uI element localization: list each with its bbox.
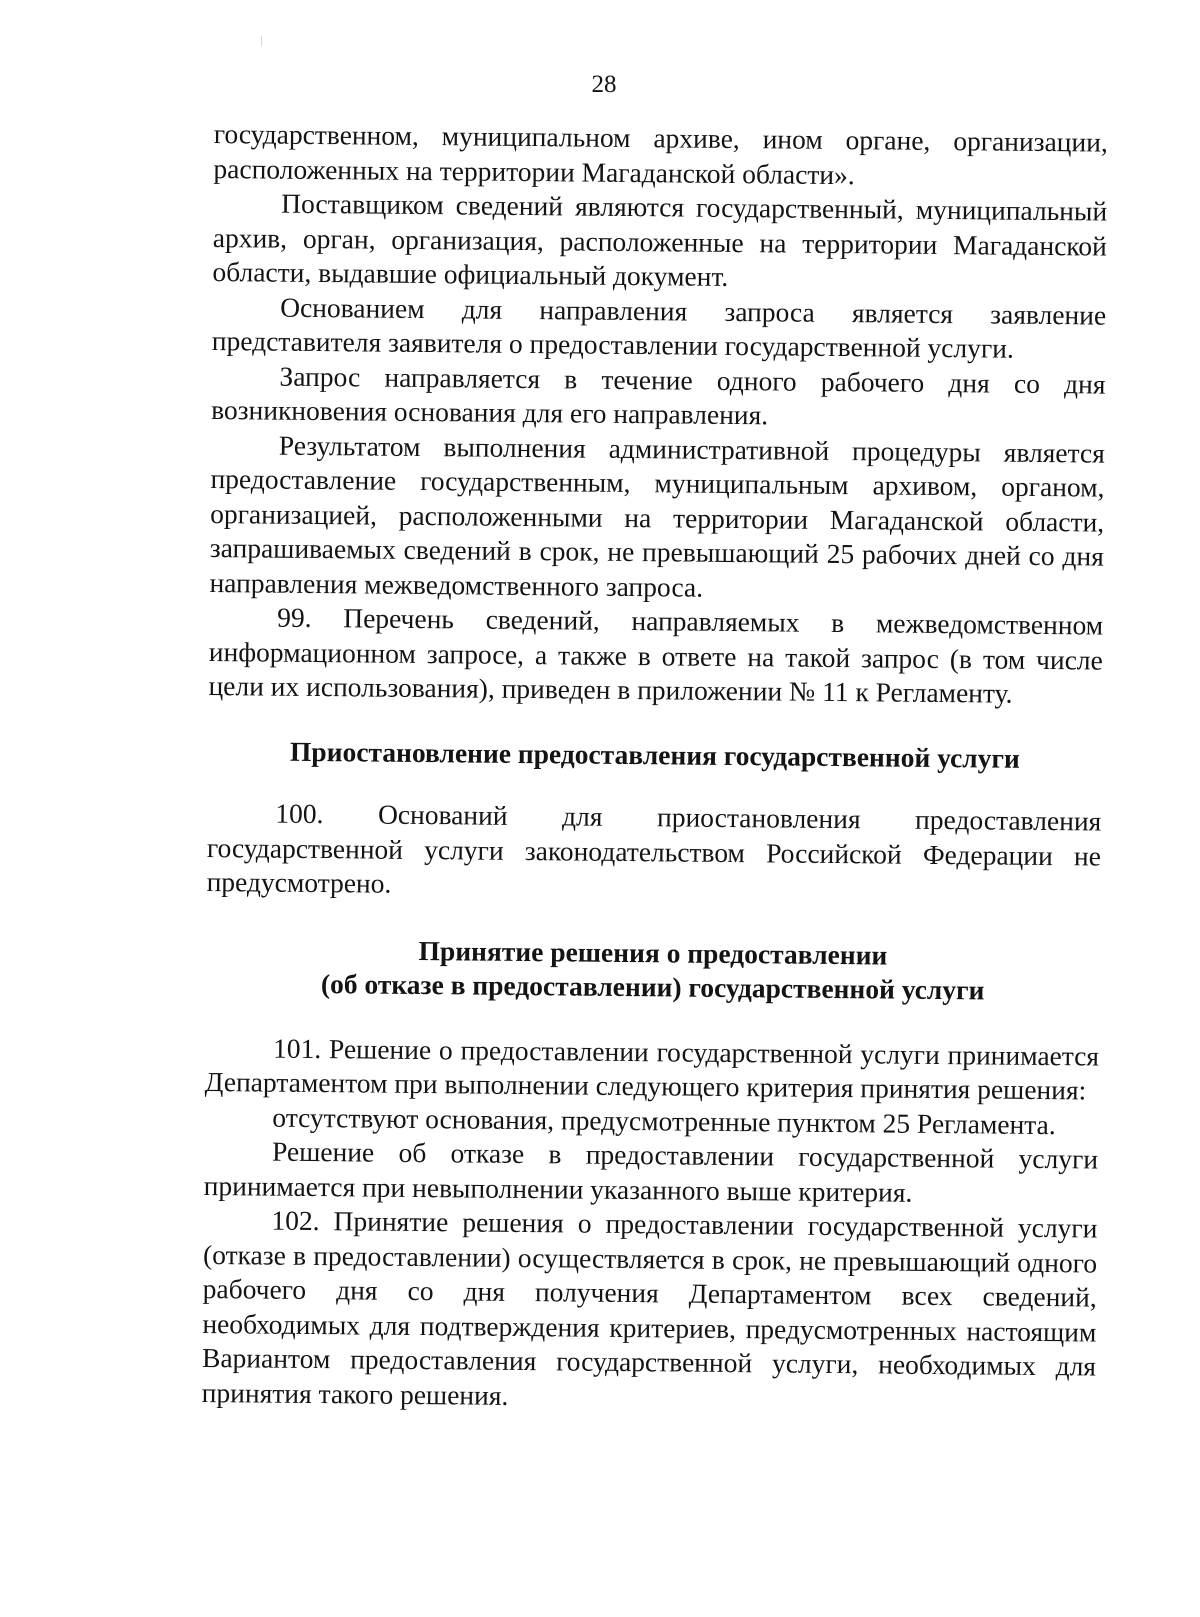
section-heading-suspension: Приостановление предоставления государственной услуги — [289, 735, 1020, 774]
section-heading-decision — [206, 931, 1101, 1009]
paragraph-request-basis: Основанием для направления запроса является заявление представителя заявителя о предоставлении государственной услуги. — [211, 291, 1107, 364]
paragraph-criterion: отсутствуют основания, предусмотренные пунктом 25 Регламента. — [272, 1101, 1056, 1140]
paragraph-101: 101. Решение о предоставлении государственной услуги принимается Департаментом при выполнении следующего критерия принятия решения: — [204, 1032, 1100, 1106]
paragraph-procedure-result: Результатом выполнения административной процедуры является предоставление государственным, муниципальным архивом, органом, организацией, расположенными на территории Магаданской области, запрашиваемых сведений в срок, не превышающий 25 рабочих дней со дня направления межведомственного запроса. — [209, 429, 1105, 603]
paragraph-supplier: Поставщиком сведений являются государственный, муниципальный архив, орган, организация, расположенные на территории Магаданской области, выдавшие официальный документ. — [212, 187, 1108, 292]
paragraph-refusal: Решение об отказе в предоставлении государственной услуги принимается при невыполнении указанного выше критерия. — [203, 1135, 1099, 1208]
paragraph-102: 102. Принятие решения о предоставлении государственной услуги (отказе в предоставлении) осуществляется в срок, не превышающий одного рабочего дня со дня получения Департаментом всех сведений, необходимых для подтверждения критериев, предусмотренных настоящим Вариантом предоставления государственной услуги, необходимых для принятия такого решения. — [201, 1204, 1098, 1411]
paragraph-100: 100. Оснований для приостановления предоставления государственной услуги законодательством Российской Федерации не предусмотрено. — [206, 797, 1102, 899]
section-heading-decision-line2: (об отказе в предоставлении) государственной услуги — [320, 968, 985, 1006]
section-heading-decision-line1: Принятие решения о предоставлении — [418, 934, 888, 971]
paragraph-request-timing: Запрос направляется в течение одного рабочего дня со дня возникновения основания для его направления. — [211, 360, 1106, 431]
paragraph-99: 99. Перечень сведений, направляемых в межведомственном информационном запросе, а также в ответе на такой запрос (в том числе цели их использования), приведен в приложении № 11 к Регламенту. — [208, 601, 1104, 709]
paragraph-continuation: государственном, муниципальном архиве, ином органе, организации, расположенных на территории Магаданской области». — [213, 117, 1108, 190]
page-number: 28 — [591, 71, 617, 98]
scan-artifact — [261, 36, 262, 46]
document-body — [202, 117, 1108, 1419]
